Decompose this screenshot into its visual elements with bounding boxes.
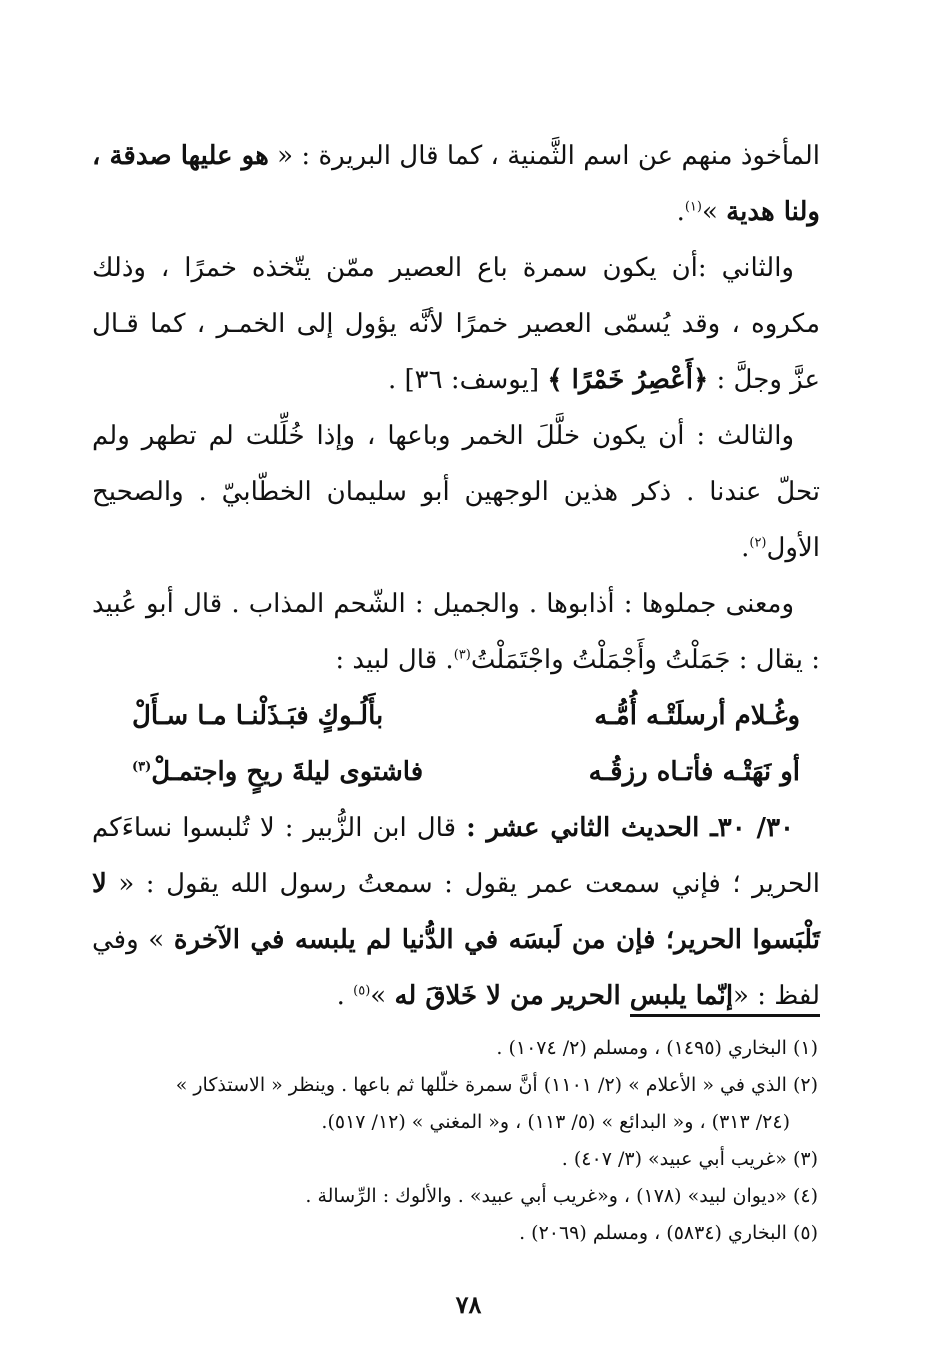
verse-2-second-hemistich xyxy=(132,744,423,800)
text-run: » xyxy=(701,197,727,227)
quoted-text: ﴿أَعْصِرُ خَمْرًا ﴾ xyxy=(547,365,709,395)
footnote-3: (٣) «غريب أبي عبيد» (٣/ ٤٠٧) . xyxy=(561,1148,818,1170)
hadith-paragraph xyxy=(92,800,820,1024)
footnotes xyxy=(80,1030,818,1252)
footnote-marker: (٥) xyxy=(353,983,371,999)
poem-verse-2 xyxy=(92,744,820,800)
main-text xyxy=(92,128,820,1024)
text-run: والثالث : أن يكون خلَّلَ الخمر وباعها ، وإذا خُلِّلت لم تطهر ولم تحلّ عندنا . ذكر هذين الوجهين أبو سليمان الخطّابيّ . والصحيح الأول xyxy=(92,421,820,563)
footnote-2-continuation: (٢٤/ ٣١٣) ، و« البدائع » (٥/ ١١٣) ، و« المغني » (١٢/ ٥١٧). xyxy=(321,1111,790,1133)
text-run: » xyxy=(370,981,395,1011)
text-run: ومعنى جملوها : أذابوها . والجميل : الشّحم المذاب . قال أبو عُبيد : يقال : جَمَلْتُ وأَجْمَلْتُ واجْتَمَلْتُ xyxy=(92,589,820,675)
paragraph-2 xyxy=(92,240,820,408)
paragraph-4 xyxy=(92,576,820,688)
verse-2-second-text: فاشتوى ليلةَ ريحٍ واجتمـلْ xyxy=(151,757,424,787)
footnote-5: (٥) البخاري (٥٨٣٤) ، ومسلم (٢٠٦٩) . xyxy=(519,1222,818,1244)
footnote-marker: (١) xyxy=(684,199,702,215)
text-run: » وفي لفظ : « xyxy=(92,925,820,1011)
page-number: ٧٨ xyxy=(455,1290,482,1319)
footnote-marker: (٣) xyxy=(453,647,471,663)
footnote-marker: (٣) xyxy=(132,759,152,775)
paragraph-1 xyxy=(92,128,820,240)
text-run: المأخوذ منهم عن اسم الثَّمنية ، كما قال البريرة : « xyxy=(268,141,821,171)
paragraph-3 xyxy=(92,408,820,576)
footnote-marker: (٢) xyxy=(749,535,767,551)
text-run: [يوسف: ٣٦] . xyxy=(387,365,548,395)
quoted-text: هو عليها صدقة ، ولنا هدية xyxy=(92,141,820,227)
text-run: . xyxy=(676,197,685,227)
footnote-1: (١) البخاري (١٤٩٥) ، ومسلم (٢/ ١٠٧٤) . xyxy=(496,1037,818,1059)
text-run: قال ابن الزُّبير : لا تُلبسوا نساءَكم الحرير ؛ فإني سمعت عمر يقول : سمعتُ رسول الله يقول : « xyxy=(92,813,820,899)
text-run: . xyxy=(336,981,354,1011)
quoted-text: لا تَلْبَسوا الحرير؛ فإن من لَبسَه في الدُّنيا لم يلبسه في الآخرة xyxy=(92,869,821,955)
poem-verse-1 xyxy=(92,688,820,744)
verse-2-first-hemistich: أو نَهَتْـه فأتـاه رزقُـه xyxy=(588,757,800,787)
text-run: والثاني :أن يكون سمرة باع العصير ممّن يتّخذه خمرًا ، وذلك مكروه ، وقد يُسمّى العصير خمرًا لأنَّه يؤول إلى الخمـر ، كما قـال عزَّ وجلَّ : xyxy=(92,253,820,395)
footnote-separator xyxy=(630,1014,820,1017)
footnote-4: (٤) «ديوان لبيد» (١٧٨) ، و«غريب أبي عبيد» . والألوك : الرِّسالة . xyxy=(305,1185,818,1207)
quoted-text: إنّما يلبس الحرير من لا خَلاقَ له xyxy=(394,981,734,1011)
text-run: . قال لبيد : xyxy=(335,645,454,675)
hadith-heading: ٣٠/ ٣٠ـ الحديث الثاني عشر : xyxy=(466,813,794,843)
footnote-2: (٢) الذي في « الأعلام » (٢/ ١١٠١) أنَّ سمرة خلّلها ثم باعها . وينظر « الاستذكار » xyxy=(175,1074,818,1096)
text-run: . xyxy=(741,533,750,563)
verse-1-second-hemistich: بأَلُـوكٍ فبَـذَلْنـا مـا سـأَلْ xyxy=(132,701,384,731)
verse-1-first-hemistich: وغُـلام أرسلَتْـه أُمُّـه xyxy=(594,701,800,731)
